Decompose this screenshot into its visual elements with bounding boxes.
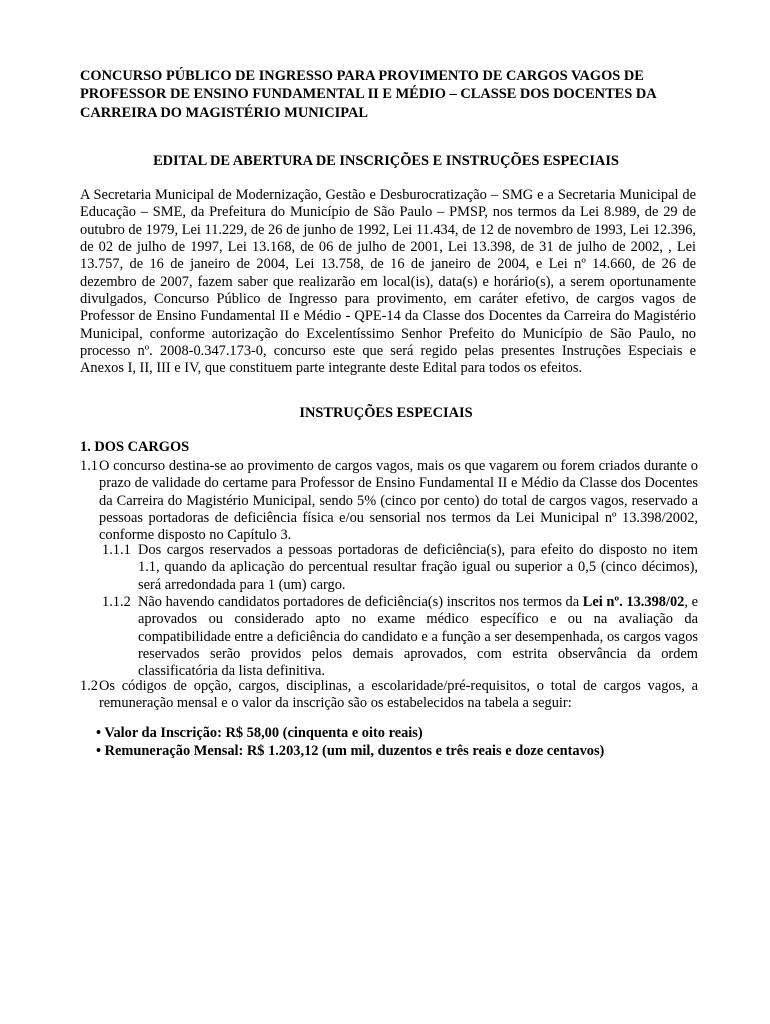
item-1-1: [80, 458, 698, 545]
item-1-2: [80, 678, 698, 713]
item-text: Os códigos de opção, cargos, disciplinas, a escolaridade/pré-requisitos, o total de cargos vagos, a remuneração mensal e o valor da inscrição são os estabelecidos na tabela a seguir:: [99, 678, 698, 712]
section-1-heading: 1. DOS CARGOS: [80, 439, 190, 455]
item-1-1-1: [102, 542, 698, 594]
item-number: 1.2: [80, 678, 98, 694]
monthly-salary: • Remuneração Mensal: R$ 1.203,12 (um mil, duzentos e três reais e doze centavos): [96, 742, 605, 759]
item-text: O concurso destina-se ao provimento de cargos vagos, mais os que vagarem ou forem criados durante o prazo de validade do certame para Professor de Ensino Fundamental II e Médio da Classe dos Docentes da Carreira do Magistério Municipal, sendo 5% (cinco por cento) do total de cargos vagos, reservado a pessoas portadoras de deficiência física e/ou sensorial nos termos da Lei Municipal nº 13.398/2002, conforme disposto no Capítulo 3.: [99, 458, 698, 544]
item-1-1-2: [102, 594, 698, 681]
item-number: 1.1: [80, 458, 98, 474]
item-number: 1.1.1: [102, 542, 131, 558]
fee-list: [96, 725, 696, 760]
item-text: Dos cargos reservados a pessoas portadoras de deficiência(s), para efeito do disposto no item 1.1, quando da aplicação do percentual resultar fração igual ou superior a 0,5 (cinco décimos), será arredondada para 1 (um) cargo.: [138, 542, 698, 593]
document-title: CONCURSO PÚBLICO DE INGRESSO PARA PROVIMENTO DE CARGOS VAGOS DE PROFESSOR DE ENSINO FUNDAMENTAL II E MÉDIO – CLASSE DOS DOCENTES DA CARREIRA DO MAGISTÉRIO MUNICIPAL: [80, 68, 656, 121]
item-number: 1.1.2: [102, 594, 131, 610]
edital-heading: EDITAL DE ABERTURA DE INSCRIÇÕES E INSTRUÇÕES ESPECIAIS: [153, 153, 619, 169]
registration-fee: • Valor da Inscrição: R$ 58,00 (cinquenta e oito reais): [96, 725, 423, 741]
instructions-heading: INSTRUÇÕES ESPECIAIS: [299, 405, 473, 421]
item-text: [138, 594, 698, 681]
item-text-after: , e aprovados ou considerado apto no exame médico específico e ou na avaliação da compatibilidade entre a deficiência do candidato e a função a ser desempenhada, os cargos vagos reservados serão providos pelos demais aprovados, com estrita observância da ordem classificatória da lista definitiva.: [138, 594, 698, 680]
intro-paragraph: A Secretaria Municipal de Modernização, Gestão e Desburocratização – SMG e a Secretaria Municipal de Educação – SME, da Prefeitura do Município de São Paulo – PMSP, nos termos da Lei 8.989, de 29 de outubro de 1979, Lei 11.229, de 26 de junho de 1992, Lei 11.434, de 12 de novembro de 1993, Lei 12.396, de 02 de julho de 1997, Lei 13.168, de 06 de julho de 2001, Lei 13.398, de 31 de julho de 2002, , Lei 13.757, de 16 de janeiro de 2004, Lei 13.758, de 16 de janeiro de 2004, e Lei nº 14.660, de 26 de dezembro de 2007, fazem saber que realizarão em local(is), data(s) e horário(s), a serem oportunamente divulgados, Concurso Público de Ingresso para provimento, em caráter efetivo, de cargos vagos de Professor de Ensino Fundamental II e Médio - QPE-14 da Classe dos Docentes da Carreira do Magistério Municipal, conforme autorização do Excelentíssimo Senhor Prefeito do Município de São Paulo, no processo nº. 2008-0.347.173-0, concurso este que será regido pelas presentes Instruções Especiais e Anexos I, II, III e IV, que constituem parte integrante deste Edital para todos os efeitos.: [80, 187, 696, 377]
item-text-before: Não havendo candidatos portadores de deficiência(s) inscritos nos termos da: [138, 594, 583, 610]
law-reference: Lei nº. 13.398/02: [582, 594, 685, 610]
